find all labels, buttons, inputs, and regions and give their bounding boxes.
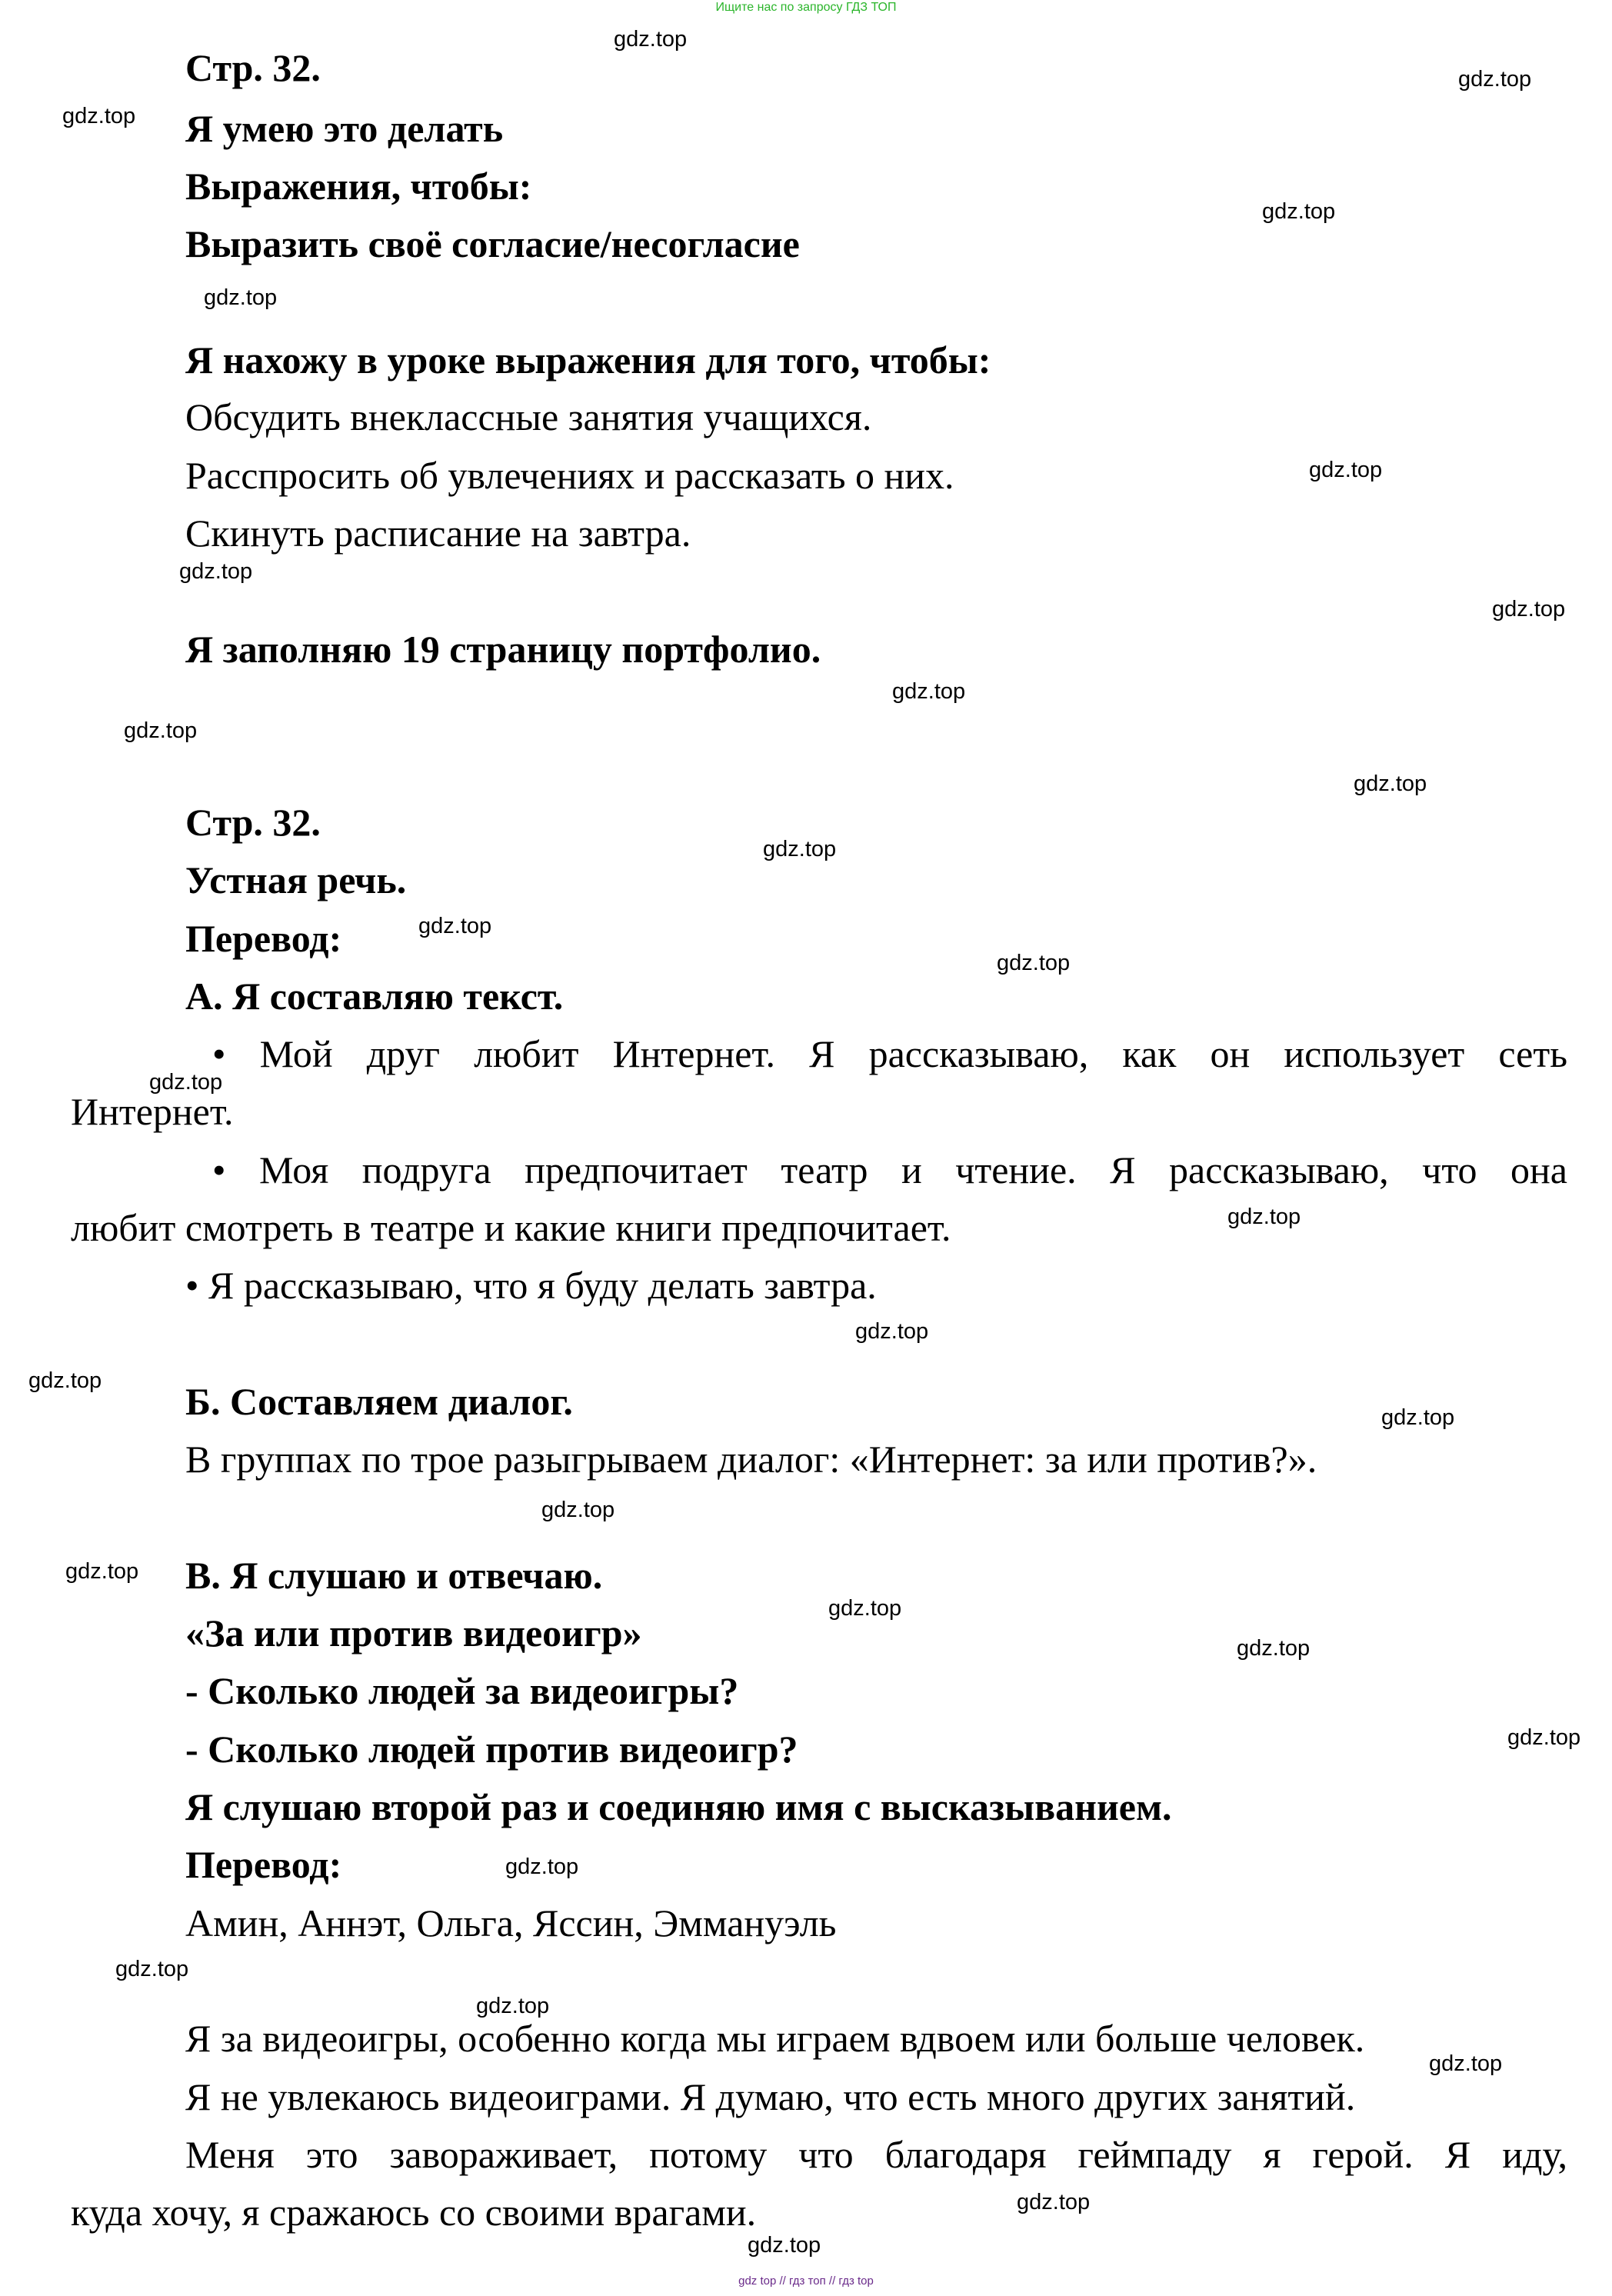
- watermark: gdz.top: [476, 1994, 550, 2018]
- part-c-heading: В. Я слушаю и отвечаю.: [185, 1554, 603, 1597]
- watermark: gdz.top: [505, 1854, 579, 1879]
- watermark: gdz.top: [1017, 2190, 1091, 2214]
- watermark: gdz.top: [1507, 1725, 1581, 1750]
- page-reference-2: Стр. 32.: [185, 801, 321, 844]
- watermark: gdz.top: [124, 718, 198, 743]
- watermark: gdz.top: [1429, 2051, 1503, 2076]
- watermark: gdz.top: [65, 1559, 139, 1584]
- watermark: gdz.top: [418, 914, 492, 938]
- part-c-instruction: Я слушаю второй раз и соединяю имя с высказыванием.: [185, 1785, 1172, 1828]
- watermark: gdz.top: [28, 1368, 102, 1393]
- lesson-item: Скинуть расписание на завтра.: [185, 512, 691, 555]
- portfolio-line: Я заполняю 19 страницу портфолио.: [185, 628, 821, 671]
- part-c-question-2: - Сколько людей против видеоигр?: [185, 1728, 798, 1771]
- watermark: gdz.top: [892, 679, 966, 704]
- watermark: gdz.top: [115, 1957, 189, 1981]
- part-a-bullet-2: • Моя подруга предпочитает театр и чтение. Я рассказываю, что она: [212, 1148, 1567, 1191]
- part-a-heading: А. Я составляю текст.: [185, 975, 564, 1018]
- watermark: gdz.top: [614, 27, 688, 52]
- watermark: gdz.top: [1227, 1205, 1301, 1229]
- part-c-statement-3-continued: куда хочу, я сражаюсь со своими врагами.: [71, 2191, 757, 2234]
- watermark: gdz.top: [179, 559, 253, 584]
- watermark: gdz.top: [204, 285, 278, 310]
- watermark: gdz.top: [997, 951, 1071, 975]
- watermark: gdz.top: [855, 1319, 929, 1344]
- part-c-question-1: - Сколько людей за видеоигры?: [185, 1669, 739, 1712]
- part-c-subtitle: «За или против видеоигр»: [185, 1611, 642, 1655]
- part-b-heading: Б. Составляем диалог.: [185, 1380, 573, 1423]
- watermark: gdz.top: [828, 1596, 902, 1621]
- part-a-bullet-2-continued: любит смотреть в театре и какие книги предпочитает.: [71, 1206, 951, 1249]
- part-c-statement-2: Я не увлекаюсь видеоиграми. Я думаю, что есть много других занятий.: [185, 2075, 1356, 2118]
- part-b-text: В группах по трое разыгрываем диалог: «Интернет: за или против?».: [185, 1438, 1317, 1481]
- lesson-item: Расспросить об увлечениях и рассказать о них.: [185, 454, 954, 497]
- watermark: gdz.top: [62, 104, 136, 128]
- part-a-bullet-1-continued: Интернет.: [71, 1090, 234, 1133]
- watermark: gdz.top: [149, 1070, 223, 1095]
- footer-note[interactable]: gdz top // гдз топ // гдз top: [738, 2274, 874, 2288]
- watermark: gdz.top: [1458, 67, 1532, 92]
- watermark: gdz.top: [1237, 1636, 1311, 1661]
- watermark: gdz.top: [1381, 1405, 1455, 1430]
- part-a-bullet-3: • Я рассказываю, что я буду делать завтра.: [185, 1264, 877, 1307]
- watermark: gdz.top: [1354, 771, 1427, 796]
- part-c-translation-label: Перевод:: [185, 1843, 342, 1886]
- watermark: gdz.top: [763, 837, 837, 861]
- watermark: gdz.top: [1492, 597, 1566, 621]
- translation-label: Перевод:: [185, 917, 342, 960]
- part-c-names: Амин, Аннэт, Ольга, Яссин, Эммануэль: [185, 1901, 837, 1944]
- watermark: gdz.top: [541, 1498, 615, 1522]
- section-title-1: Я умею это делать: [185, 107, 504, 150]
- expressions-heading: Выражения, чтобы:: [185, 165, 532, 208]
- watermark: gdz.top: [1262, 199, 1336, 224]
- part-c-statement-1: Я за видеоигры, особенно когда мы играем вдвоем или больше человек.: [185, 2017, 1365, 2060]
- part-c-statement-3: Меня это завораживает, потому что благодаря геймпаду я герой. Я иду,: [185, 2133, 1567, 2176]
- part-a-bullet-1: • Мой друг любит Интернет. Я рассказываю, как он использует сеть: [212, 1032, 1567, 1075]
- expressions-item: Выразить своё согласие/несогласие: [185, 222, 800, 265]
- section-title-2: Устная речь.: [185, 858, 407, 901]
- lesson-heading: Я нахожу в уроке выражения для того, чтобы:: [185, 338, 991, 382]
- watermark: gdz.top: [748, 2233, 821, 2258]
- page-reference-1: Стр. 32.: [185, 46, 321, 89]
- top-search-note[interactable]: Ищите нас по запросу ГДЗ ТОП: [715, 1, 897, 14]
- watermark: gdz.top: [1309, 458, 1383, 482]
- lesson-item: Обсудить внеклассные занятия учащихся.: [185, 395, 872, 438]
